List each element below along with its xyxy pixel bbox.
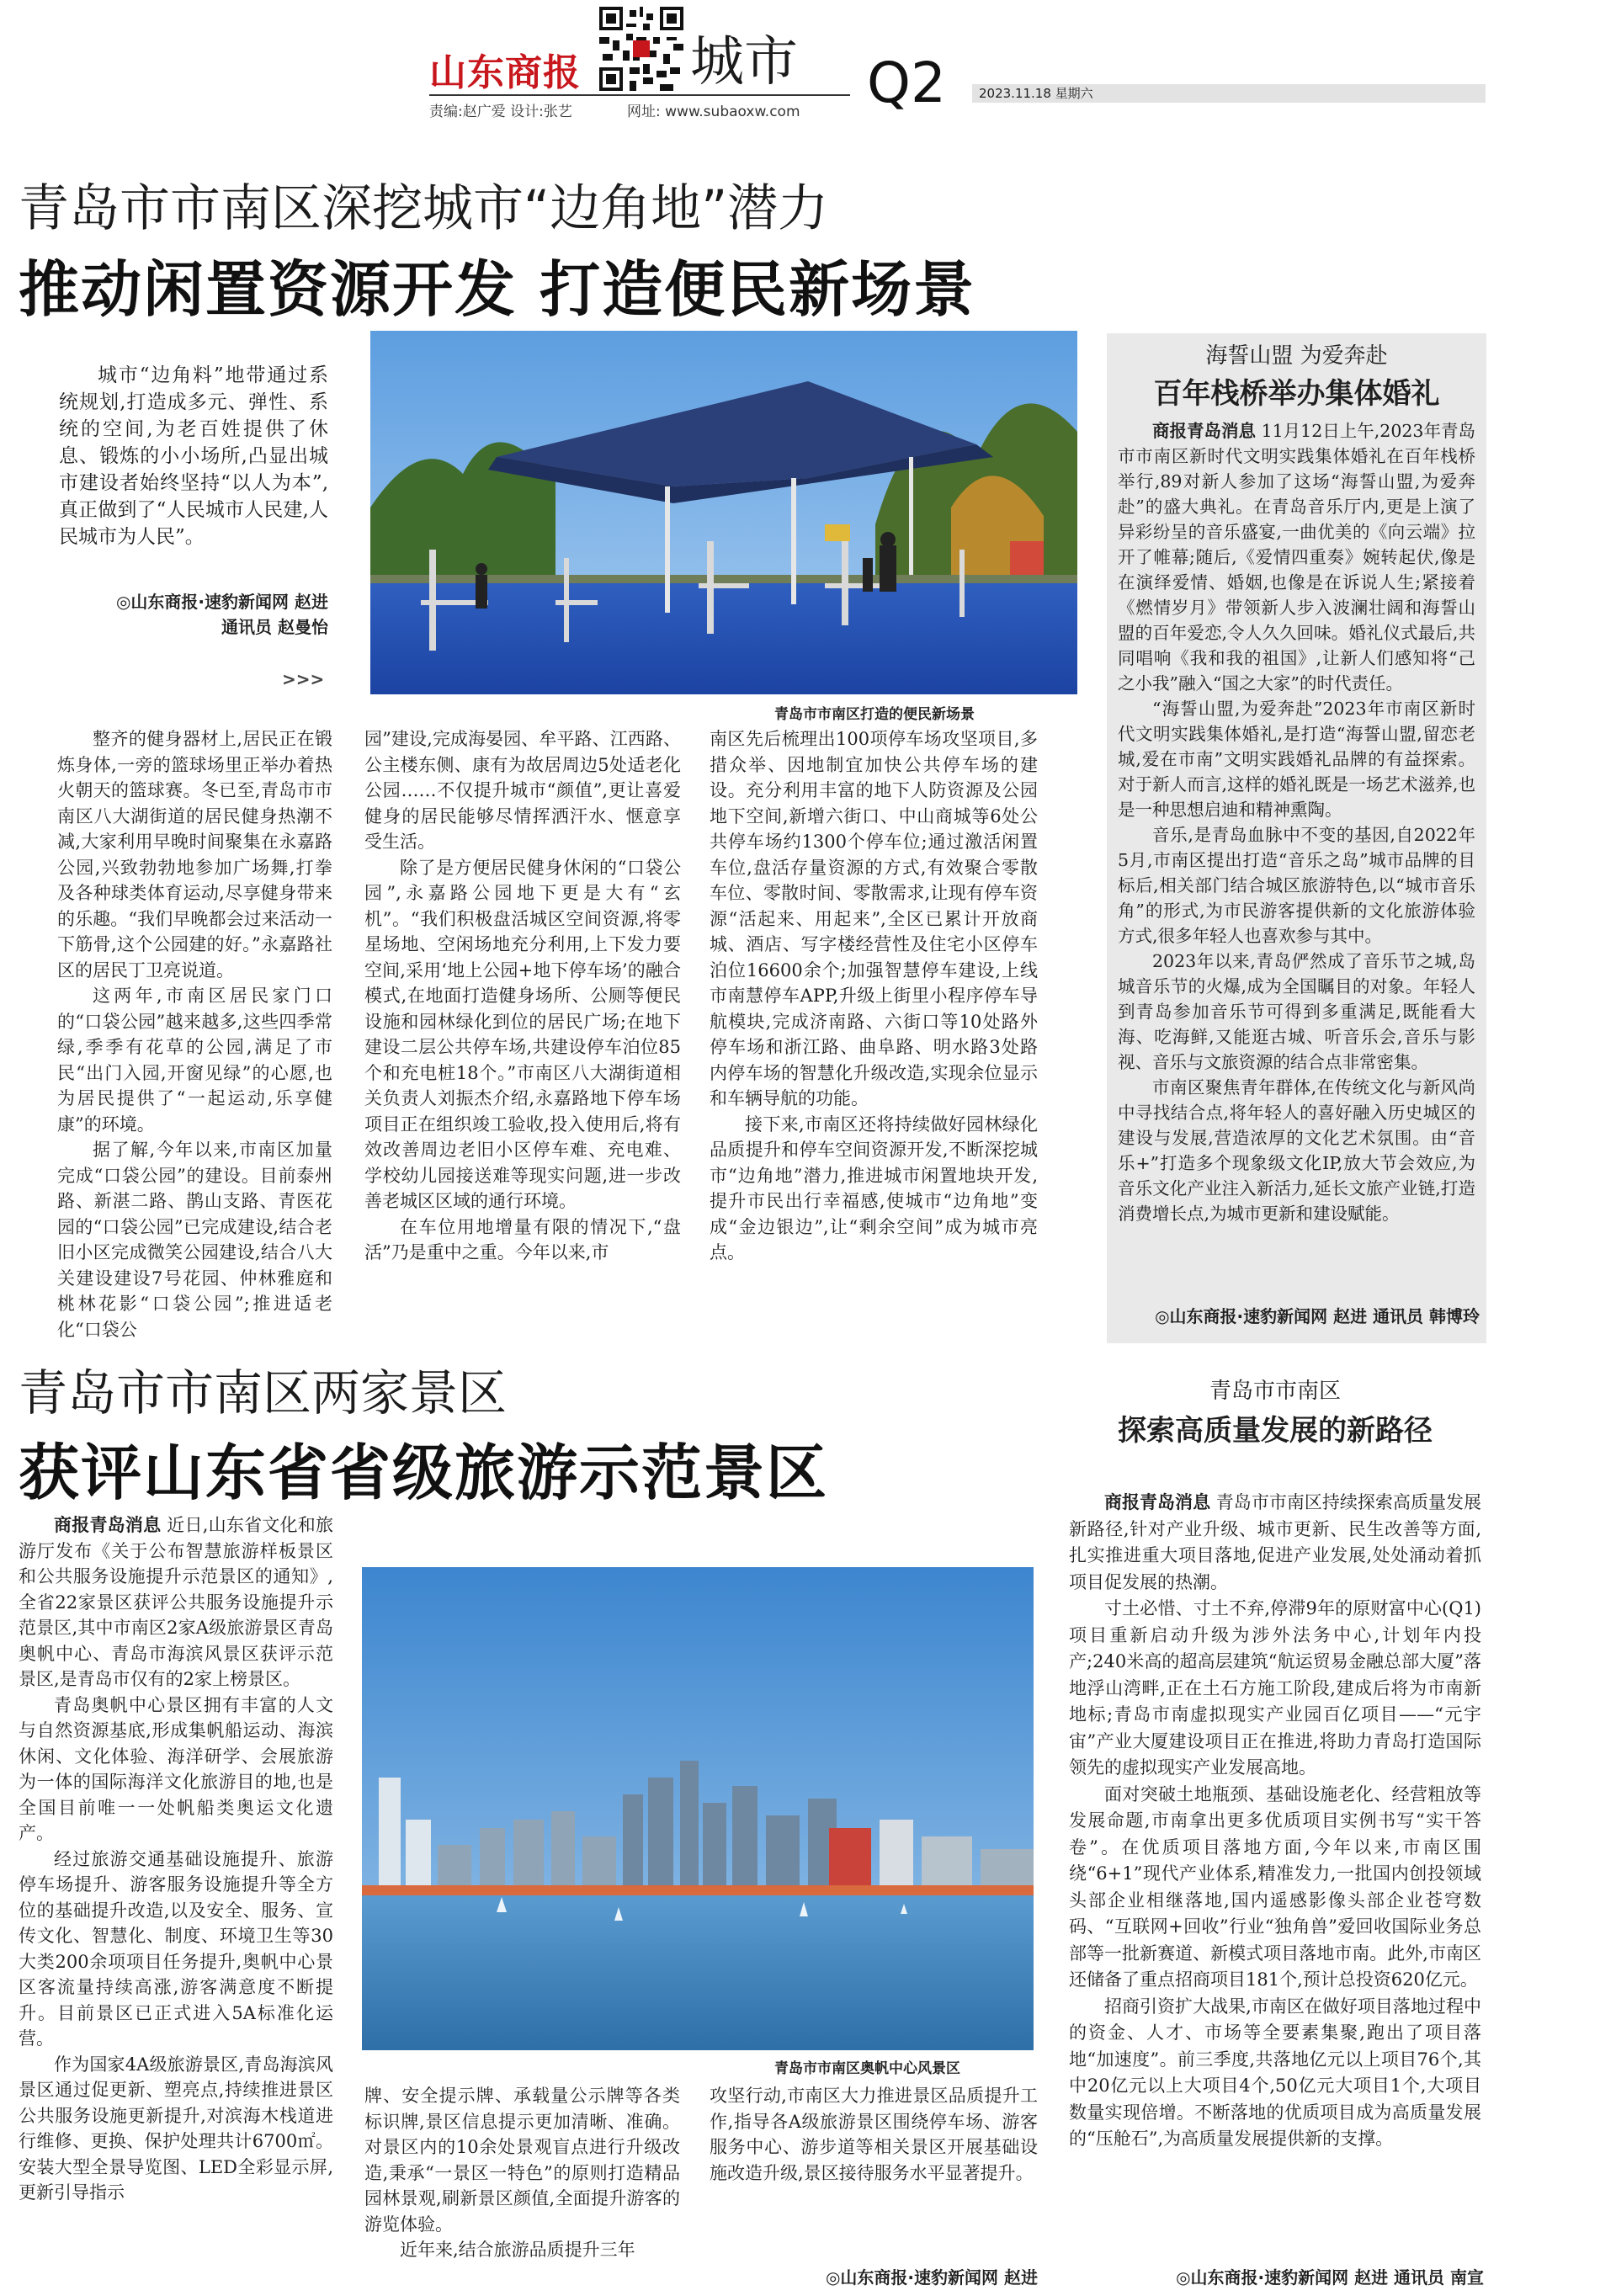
section-name: 城市 xyxy=(690,31,798,93)
story2-byline: ◎山东商报·速豹新闻网 赵进 xyxy=(825,2267,1038,2288)
page-number: Q2 xyxy=(867,50,946,115)
website-address: 网址: www.subaoxw.com xyxy=(627,104,800,120)
story2-headline: 获评山东省省级旅游示范景区 xyxy=(19,1438,829,1508)
story2-column1 xyxy=(19,1512,333,2206)
story1-col2-para: 除了是方便居民健身休闲的“口袋公园”,永嘉路公园地下更是大有“玄机”。“我们积极盘活城区空间资源,将零星场地、空闲场地充分利用,上下发力要空间,采用‘地上公园+地下停车场’的融合模式,在地面打造健身场所、公厕等便民设施和园林绿化到位的居民广场;在地下建设二层公共停车场,共建设停车泊位85个和充电桩18个。”市南区八大湖街道相关负责人刘振杰介绍,永嘉路地下停车场项目正在组织竣工验收,投入使用后,将有效改善周边老旧小区停车难、充电难、学校幼儿园接送难等现实问题,进一步改善老城区区域的通行环境。 xyxy=(364,857,681,1211)
sidebar1-lead-tag: 商报青岛消息 xyxy=(1152,421,1257,441)
story2-col1-para: 经过旅游交通基础设施提升、旅游停车场提升、游客服务设施提升等全方位的基础提升改造,以及安全、服务、宣传文化、智慧化、制度、环境卫生等30大类200余项项目任务提升,奥帆中心景区客流量持续高涨,游客满意度不断提升。目前景区已正式进入5A标准化运营。 xyxy=(19,1848,333,2049)
sidebar2-headline: 探索高质量发展的新路径 xyxy=(1118,1414,1433,1448)
sidebar1-para: “海誓山盟,为爱奔赴”2023年市南区新时代文明实践集体婚礼,是打造“海誓山盟,留恋老城,爱在市南”文明实践婚礼品牌的有益探索。对于新人而言,这样的婚礼既是一场艺术滋养,也是一种思想启迪和精神熏陶。 xyxy=(1118,699,1475,820)
continue-arrow: >>> xyxy=(282,669,325,689)
story2-col2-para: 牌、安全提示牌、承载量公示牌等各类标识牌,景区信息提示更加清晰、准确。对景区内的10余处景观盲点进行升级改造,秉承“一景区一特色”的原则打造精品园林景观,刷新景区颜值,全面提升游客的游览体验。 xyxy=(364,2086,680,2235)
story1-col1-para: 整齐的健身器材上,居民正在锻炼身体,一旁的篮球场里正举办着热火朝天的篮球赛。冬已至,青岛市市南区八大湖街道的居民健身热潮不减,大家利用早晚时间聚集在永嘉路公园,兴致勃勃地参加广场舞,打拳及各种球类体育运动,尽享健身带来的乐趣。“我们早晚都会过来活动一下筋骨,这个公园建的好。”永嘉路社区的居民丁卫亮说道。 xyxy=(57,729,332,981)
sidebar1-para: 11月12日上午,2023年青岛市市南区新时代文明实践集体婚礼在百年栈桥举行,89对新人参加了这场“海誓山盟,为爱奔赴”的盛大典礼。在青岛音乐厅内,更是上演了异彩纷呈的音乐盛宴,一曲优美的《向云端》拉开了帷幕;随后,《爱情四重奏》婉转起伏,像是在演绎爱情、婚姻,也像是在诉说人生;紧接着《燃情岁月》带领新人步入波澜壮阔和海誓山盟的百年爱恋,令人久久回味。婚礼仪式最后,共同唱响《我和我的祖国》,让新人们感知将“己之小我”融入“国之大家”的时代责任。 xyxy=(1118,421,1475,694)
sidebar1-kicker: 海誓山盟 为爱奔赴 xyxy=(1205,343,1388,369)
fitness-park-photo xyxy=(370,331,1077,694)
issue-date: 2023.11.18 星期六 xyxy=(972,84,1486,103)
sidebar2-para: 青岛市市南区持续探索高质量发展新路径,针对产业升级、城市更新、民生改善等方面,扎实推进重大项目落地,促进产业发展,处处涌动着抓项目促发展的热潮。 xyxy=(1069,1492,1482,1592)
story1-col2-para: 在车位用地增量有限的情况下,“盘活”乃是重中之重。今年以来,市 xyxy=(364,1216,681,1262)
story2-col2-para: 近年来,结合旅游品质提升三年 xyxy=(400,2240,635,2260)
sidebar2-body xyxy=(1069,1490,1481,2153)
story1-column2 xyxy=(364,726,681,1266)
sidebar2-kicker: 青岛市市南区 xyxy=(1209,1379,1341,1404)
story2-column2 xyxy=(364,2083,680,2263)
newspaper-brand: 山东商报 xyxy=(429,51,581,94)
story1-byline xyxy=(76,589,328,640)
sidebar1-para: 音乐,是青岛血脉中不变的基因,自2022年5月,市南区提出打造“音乐之岛”城市品牌的目标后,相关部门结合城区旅游特色,以“城市音乐角”的形式,为市民游客提供新的文化旅游体验方式,很多年轻人也喜欢参与其中。 xyxy=(1118,825,1475,946)
story1-col3-para: 南区先后梳理出100项停车场攻坚项目,多措众举、因地制宜加快公共停车场的建设。充分利用丰富的地下人防资源及公园地下空间,新增六街口、中山商城等6处公共停车场约1300个停车位;通过激活闲置车位,盘活存量资源的方式,有效聚合零散车位、零散时间、零散需求,让现有停车资源“活起来、用起来”,全区已累计开放商城、酒店、写字楼经营性及住宅小区停车泊位16600余个;加强智慧停车建设,上线市南慧停车APP,升级上街里小程序停车导航模块,完成济南路、六街口等10处路外停车场和浙江路、曲阜路、明水路3处路内停车场的智慧化升级改造,实现余位显示和车辆导航的功能。 xyxy=(710,729,1038,1108)
story1-byline-line2: 通讯员 赵曼怡 xyxy=(221,617,328,637)
story1-col2-para: 园”建设,完成海晏园、牟平路、江西路、公主楼东侧、康有为故居周边5处适老化公园……不仅提升城市“颜值”,更让喜爱健身的居民能够尽情挥洒汗水、惬意享受生活。 xyxy=(364,729,681,852)
story1-byline-line1: ◎山东商报·速豹新闻网 赵进 xyxy=(115,592,328,612)
story1-lead xyxy=(59,362,328,550)
sidebar2-para: 面对突破土地瓶颈、基础设施老化、经营粗放等发展命题,市南拿出更多优质项目实例书写“实干答卷”。在优质项目落地方面,今年以来,市南区围绕“6+1”现代产业体系,精准发力,一批国内创投领域头部企业相继落地,国内遥感影像头部企业苍穹数码、“互联网+回收”行业“独角兽”爱回收国际业务总部等一批新赛道、新模式项目落地市南。此外,市南区还储备了重点招商项目181个,预计总投资620亿元。 xyxy=(1069,1783,1481,1990)
story2-col1-para: 近日,山东省文化和旅游厅发布《关于公布智慧旅游样板景区和公共服务设施提升示范景区的通知》,全省22家景区获评公共服务设施提升示范景区,其中市南区2家A级旅游景区青岛奥帆中心、青岛市海滨风景区获评示范景区,是青岛市仅有的2家上榜景区。 xyxy=(19,1515,333,1689)
story2-column3 xyxy=(710,2083,1038,2186)
story1-photo-caption: 青岛市市南区打造的便民新场景 xyxy=(774,706,975,723)
sidebar1-body xyxy=(1118,418,1475,1226)
story2-col1-para: 作为国家4A级旅游景区,青岛海滨风景区通过促更新、塑亮点,持续推进景区公共服务设施更新提升,对滨海木栈道进行维修、更换、保护处理共计6700㎡。安装大型全景导览图、LED全彩显示屏,更新引导指示 xyxy=(19,2054,333,2203)
story2-kicker: 青岛市市南区两家景区 xyxy=(19,1364,508,1422)
olympic-sailing-center-photo xyxy=(362,1567,1034,2050)
story1-col3-para: 接下来,市南区还将持续做好园林绿化品质提升和停车空间资源开发,不断深挖城市“边角地”潜力,推进城市闲置地块开发,提升市民出行幸福感,使城市“边角地”变成“金边银边”,让“剩余空间”成为城市亮点。 xyxy=(710,1113,1038,1262)
story1-column3 xyxy=(710,726,1038,1266)
sidebar2-para: 寸土必惜、寸土不弃,停滞9年的原财富中心(Q1)项目重新启动升级为涉外法务中心,计划年内投产;240米高的超高层建筑“航运贸易金融总部大厦”落地浮山湾畔,正在土石方施工阶段,建成后将为市南新地标;青岛市南虚拟现实产业园百亿项目——“元宇宙”产业大厦建设项目正在推进,将助力青岛打造国际领先的虚拟现实产业发展高地。 xyxy=(1069,1598,1481,1778)
sidebar1-para: 2023年以来,青岛俨然成了音乐节之城,岛城音乐节的火爆,成为全国瞩目的对象。年轻人到青岛参加音乐节可得到多重满足,既能看大海、吃海鲜,又能逛古城、听音乐会,音乐与影视、音乐与文旅资源的结合点非常密集。 xyxy=(1118,951,1475,1072)
story1-col1-para: 据了解,今年以来,市南区加量完成“口袋公园”的建设。目前泰州路、新湛二路、鹊山支路、青医花园的“口袋公园”已完成建设,结合老旧小区完成微笑公园建设,结合八大关建设建设7号花园、仲林雅庭和桃林花影“口袋公园”;推进适老化“口袋公 xyxy=(57,1140,332,1340)
sidebar1-byline: ◎山东商报·速豹新闻网 赵进 通讯员 韩博玲 xyxy=(1155,1306,1480,1326)
story2-col1-para: 青岛奥帆中心景区拥有丰富的人文与自然资源基底,形成集帆船运动、海滨休闲、文化体验、海洋研学、会展旅游为一体的国际海洋文化旅游目的地,也是全国目前唯一一处帆船类奥运文化遗产。 xyxy=(19,1694,333,1843)
sidebar2-byline: ◎山东商报·速豹新闻网 赵进 通讯员 南宣 xyxy=(1176,2267,1484,2288)
story1-column1 xyxy=(57,726,332,1342)
sidebar1-headline: 百年栈桥举办集体婚礼 xyxy=(1153,377,1440,411)
story1-lead-text: 城市“边角料”地带通过系统规划,打造成多元、弹性、系统的空间,为老百姓提供了休息、锻炼的小小场所,凸显出城市建设者始终坚持“以人为本”,真正做到了“人民城市人民建,人民城市为人民”。 xyxy=(59,364,328,548)
story2-col3-para: 攻坚行动,市南区大力推进景区品质提升工作,指导各A级旅游景区围绕停车场、游客服务中心、游步道等相关景区开展基础设施改造升级,景区接待服务水平显著提升。 xyxy=(710,2086,1038,2183)
story2-lead-tag: 商报青岛消息 xyxy=(54,1515,162,1535)
masthead-rule xyxy=(429,94,850,96)
sidebar2-lead-tag: 商报青岛消息 xyxy=(1104,1492,1211,1512)
story1-col1-para: 这两年,市南区居民家门口的“口袋公园”越来越多,这些四季常绿,季季有花草的公园,满足了市民“出门入园,开窗见绿”的心愿,也为居民提供了“一起运动,乐享健康”的环境。 xyxy=(57,986,332,1135)
sidebar1-para: 市南区聚焦青年群体,在传统文化与新风尚中寻找结合点,将年轻人的喜好融入历史城区的建设与发展,营造浓厚的文化艺术氛围。由“音乐+”打造多个现象级文化IP,放大节会效应,为音乐文化产业注入新活力,延长文旅产业链,打造消费增长点,为城市更新和建设赋能。 xyxy=(1118,1077,1475,1224)
qr-code-icon xyxy=(599,7,683,91)
story1-headline: 推动闲置资源开发 打造便民新场景 xyxy=(19,254,976,325)
story2-photo-caption: 青岛市市南区奥帆中心风景区 xyxy=(774,2060,960,2077)
sidebar2-para: 招商引资扩大战果,市南区在做好项目落地过程中的资金、人才、市场等全要素集聚,跑出了项目落地“加速度”。前三季度,共落地亿元以上项目76个,其中20亿元以上大项目4个,50亿元大项目1个,大项目数量实现倍增。不断落地的优质项目成为高质量发展的“压舱石”,为高质量发展提供新的支撑。 xyxy=(1069,1996,1481,2149)
editors-credit: 责编:赵广爱 设计:张艺 xyxy=(429,104,572,120)
story1-kicker: 青岛市市南区深挖城市“边角地”潜力 xyxy=(19,179,829,238)
